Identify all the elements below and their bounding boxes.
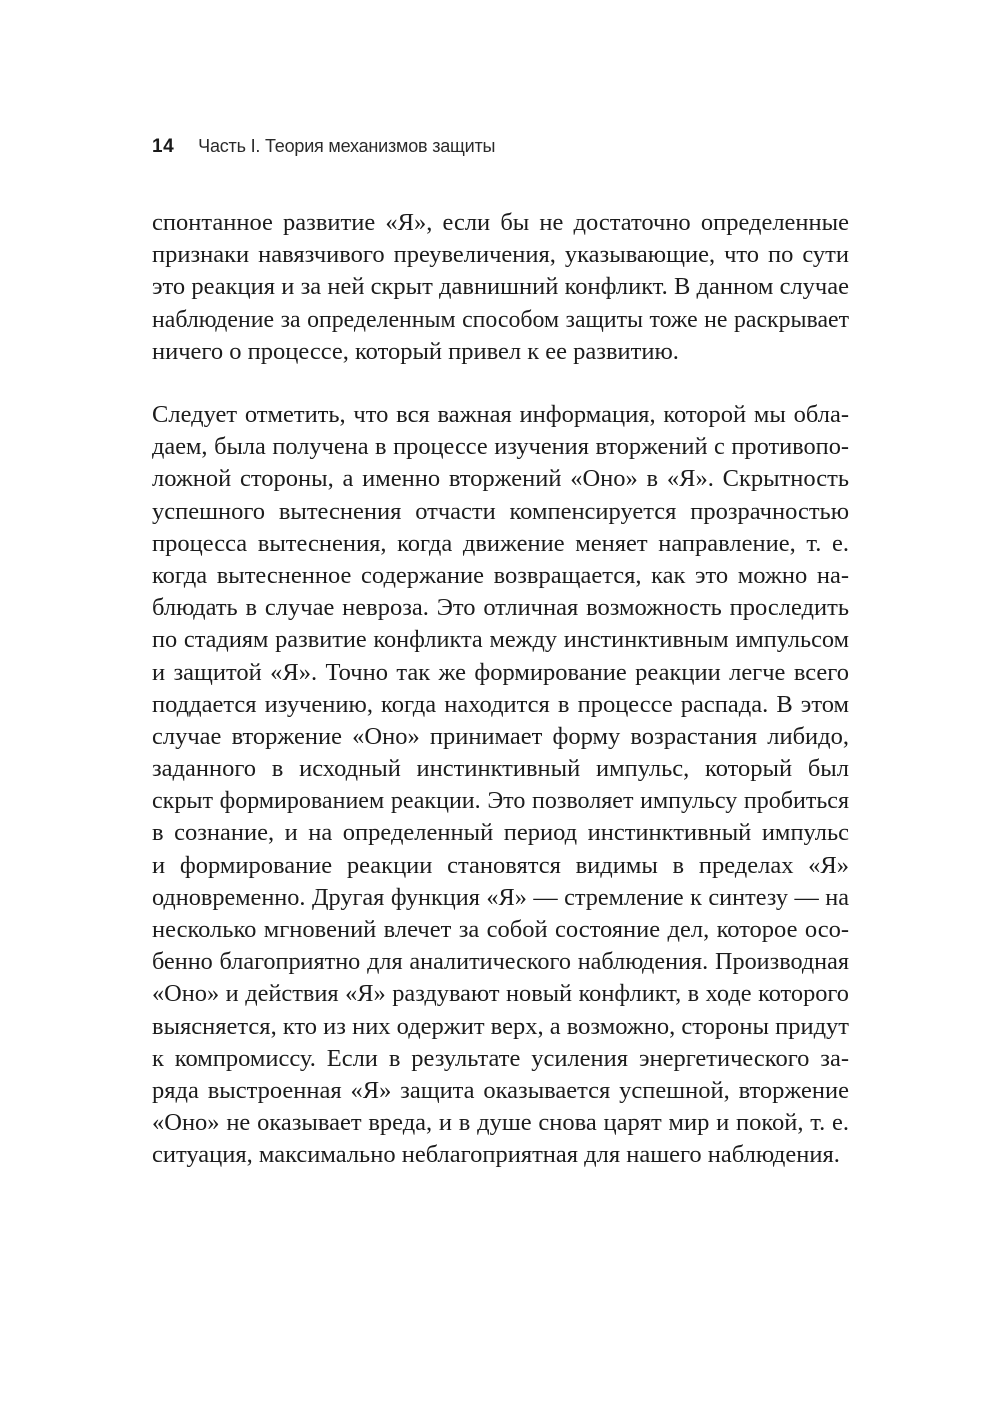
running-head bbox=[152, 136, 852, 164]
text-line: спонтанное развитие «Я», если бы не достаточно определенные bbox=[152, 209, 849, 236]
paragraph-2 bbox=[152, 399, 849, 1172]
text-line: в сознание, и на определенный период инстинктивный импульс bbox=[152, 819, 849, 847]
paragraph-1 bbox=[152, 207, 849, 368]
text-line: и формирование реакции становятся видимы в пределах «Я» bbox=[152, 851, 849, 879]
text-line: по стадиям развитие конфликта между инстинктивным импульсом bbox=[152, 626, 849, 654]
text-line: скрыт формированием реакции. Это позволяет импульсу пробиться bbox=[152, 788, 849, 815]
text-line: случае вторжение «Оно» принимает форму возрастания либидо, bbox=[152, 722, 849, 750]
text-line: поддается изучению, когда находится в процессе распада. В этом bbox=[152, 690, 849, 718]
text-line: процесса вытеснения, когда движение меняет направление, т. е. bbox=[152, 529, 849, 557]
text-line: это реакция и за ней скрыт давнишний конфликт. В данном случае bbox=[152, 273, 849, 301]
text-line: заданного в исходный инстинктивный импульс, который был bbox=[152, 755, 849, 783]
text-line: «Оно» и действия «Я» раздувают новый конфликт, в ходе которого bbox=[152, 980, 849, 1008]
text-line: ситуация, максимально неблагоприятная для нашего наблюдения. bbox=[152, 1141, 840, 1169]
text-line: к компромиссу. Если в результате усиления энергетического за- bbox=[152, 1044, 849, 1072]
text-line: одновременно. Другая функция «Я» — стремление к синтезу — на bbox=[152, 883, 849, 911]
text-line: когда вытесненное содержание возвращается, как это можно на- bbox=[152, 561, 849, 589]
text-line: блюдать в случае невроза. Это отличная возможность проследить bbox=[152, 594, 849, 622]
running-title: Часть I. Теория механизмов защиты bbox=[198, 136, 496, 156]
text-line: несколько мгновений влечет за собой состояние дел, которое осо- bbox=[152, 916, 849, 943]
text-line: «Оно» не оказывает вреда, и в душе снова царят мир и покой, т. е. bbox=[152, 1109, 849, 1137]
text-line: ряда выстроенная «Я» защита оказывается успешной, вторжение bbox=[152, 1076, 849, 1104]
page-number: 14 bbox=[152, 136, 175, 157]
text-line: признаки навязчивого преувеличения, указывающие, что по сути bbox=[152, 241, 849, 269]
text-line: и защитой «Я». Точно так же формирование реакции легче всего bbox=[152, 658, 849, 686]
text-line: даем, была получена в процессе изучения вторжений с противопо- bbox=[152, 433, 849, 461]
text-line: ложной стороны, а именно вторжений «Оно» в «Я». Скрытность bbox=[152, 465, 849, 493]
text-line: успешного вытеснения отчасти компенсируется прозрачностью bbox=[152, 497, 849, 525]
text-line: бенно благоприятно для аналитического наблюдения. Производная bbox=[152, 948, 849, 976]
text-line: выясняется, кто из них одержит верх, а возможно, стороны придут bbox=[152, 1012, 849, 1040]
text-line: ничего о процессе, который привел к ее развитию. bbox=[152, 337, 679, 365]
text-line: наблюдение за определенным способом защиты тоже не раскрывает bbox=[152, 306, 849, 333]
text-line: Следует отметить, что вся важная информация, которой мы обла- bbox=[152, 401, 849, 428]
